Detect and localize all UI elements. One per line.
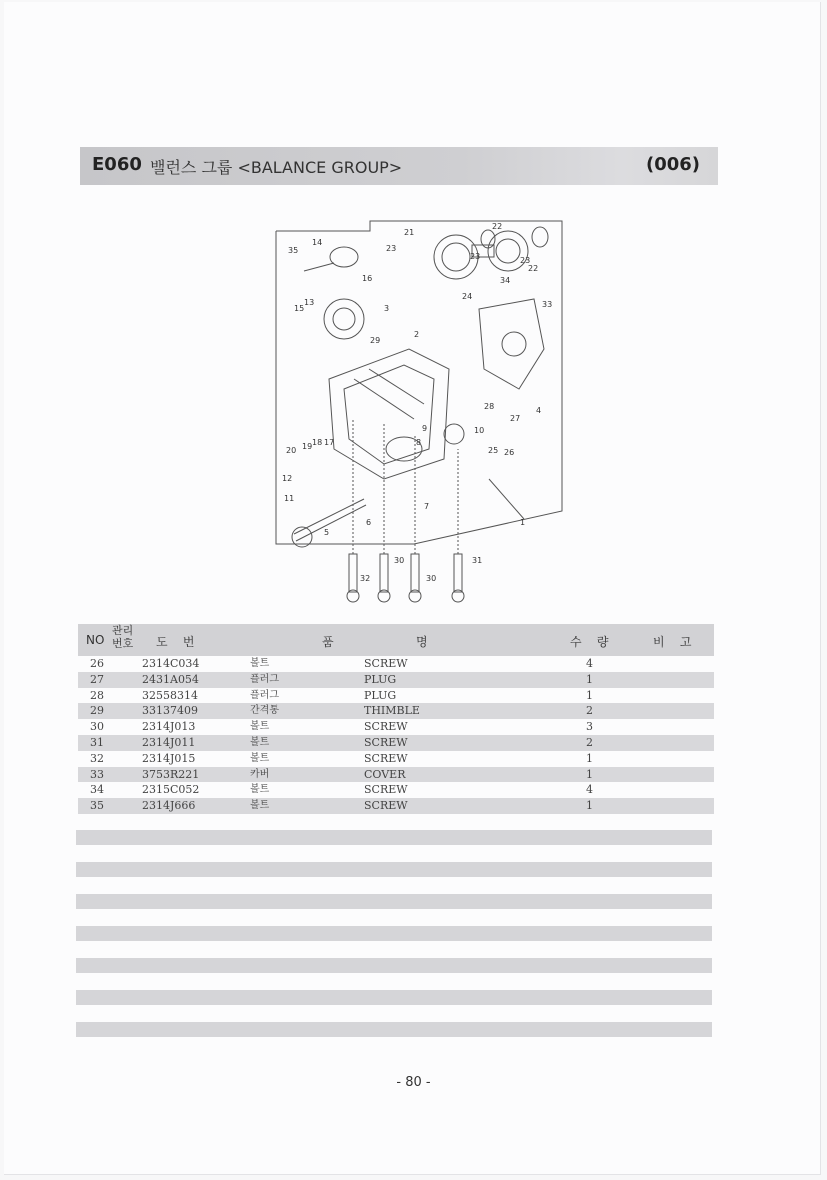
row-korean-name: 플러그 <box>250 689 279 701</box>
callout-label: 12 <box>282 474 293 483</box>
table-row <box>78 751 714 767</box>
row-no: 33 <box>90 767 104 781</box>
row-no: 35 <box>90 799 104 813</box>
callout-label: 25 <box>488 446 499 455</box>
row-english-name: SCREW <box>364 720 408 734</box>
row-part-number: 2314J013 <box>142 720 196 734</box>
row-korean-name: 카버 <box>250 768 270 780</box>
row-english-name: SCREW <box>364 799 408 813</box>
row-quantity: 2 <box>586 704 593 718</box>
row-korean-name: 플러그 <box>250 673 279 685</box>
table-row <box>78 719 714 735</box>
callout-label: 17 <box>324 438 335 447</box>
row-quantity: 1 <box>586 767 593 781</box>
table-row <box>78 798 714 814</box>
callout-label: 32 <box>360 574 371 583</box>
row-english-name: COVER <box>364 767 406 781</box>
row-korean-name: 볼트 <box>250 721 270 733</box>
callout-label: 7 <box>424 502 430 511</box>
row-english-name: SCREW <box>364 657 408 670</box>
row-part-number: 3753R221 <box>142 767 200 781</box>
row-part-number: 2314J666 <box>142 799 196 813</box>
callout-label: 13 <box>304 298 315 307</box>
row-part-number: 2314J015 <box>142 751 196 765</box>
col-remark: 비 고 <box>653 635 692 649</box>
section-number: (006) <box>645 154 700 175</box>
row-no: 29 <box>90 704 104 718</box>
row-no: 32 <box>90 751 104 765</box>
row-quantity: 1 <box>586 672 593 686</box>
callout-label: 15 <box>294 304 305 313</box>
callout-label: 20 <box>286 446 297 455</box>
section-title: 밸런스 그룹 <BALANCE GROUP> <box>150 158 403 177</box>
row-quantity: 4 <box>586 657 593 670</box>
empty-row <box>76 990 712 1005</box>
row-quantity: 1 <box>586 751 593 765</box>
col-qty: 수 량 <box>570 635 609 649</box>
row-part-number: 2431A054 <box>142 672 199 686</box>
exploded-parts-diagram <box>274 219 566 609</box>
table-row <box>78 782 714 798</box>
row-no: 34 <box>90 783 104 797</box>
table-row <box>78 688 714 704</box>
callout-label: 31 <box>472 556 483 565</box>
callout-label: 19 <box>302 442 313 451</box>
callout-label: 24 <box>462 292 473 301</box>
callout-label: 9 <box>422 424 428 433</box>
col-name-a: 품 <box>322 635 334 649</box>
section-header <box>80 147 718 185</box>
row-english-name: SCREW <box>364 783 408 797</box>
callout-label: 10 <box>474 426 485 435</box>
callout-label: 6 <box>366 518 372 527</box>
col-drawing-no: 도 번 <box>156 635 195 649</box>
callout-label: 33 <box>542 300 553 309</box>
callout-label: 22 <box>528 264 539 273</box>
row-korean-name: 볼트 <box>250 736 270 748</box>
col-name-b: 명 <box>416 635 428 649</box>
table-row <box>78 672 714 688</box>
callout-label: 28 <box>484 402 495 411</box>
row-part-number: 33137409 <box>142 704 198 718</box>
callout-label: 18 <box>312 438 323 447</box>
row-quantity: 1 <box>586 799 593 813</box>
row-english-name: PLUG <box>364 688 397 702</box>
callout-label: 27 <box>510 414 521 423</box>
empty-row <box>76 862 712 877</box>
empty-row <box>76 1022 712 1037</box>
row-korean-name: 볼트 <box>250 784 270 796</box>
callout-label: 4 <box>536 406 542 415</box>
callout-label: 30 <box>394 556 405 565</box>
row-no: 27 <box>90 672 104 686</box>
row-quantity: 3 <box>586 720 593 734</box>
callout-label: 14 <box>312 238 323 247</box>
empty-row <box>76 926 712 941</box>
row-no: 30 <box>90 720 104 734</box>
row-korean-name: 볼트 <box>250 658 270 669</box>
row-korean-name: 간격통 <box>250 705 279 717</box>
table-row <box>78 767 714 783</box>
row-english-name: THIMBLE <box>364 704 420 718</box>
row-korean-name: 볼트 <box>250 752 270 764</box>
empty-row <box>76 830 712 845</box>
table-row <box>78 656 714 672</box>
row-part-number: 32558314 <box>142 688 198 702</box>
table-row <box>78 703 714 719</box>
row-part-number: 2314C034 <box>142 657 200 670</box>
empty-row <box>76 894 712 909</box>
callout-label: 1 <box>520 518 526 527</box>
callout-label: 2 <box>414 330 420 339</box>
row-english-name: PLUG <box>364 672 397 686</box>
page-number: - 80 - <box>396 1075 431 1090</box>
callout-label: 30 <box>426 574 437 583</box>
callout-label: 23 <box>386 244 397 253</box>
empty-row <box>76 958 712 973</box>
row-english-name: SCREW <box>364 735 408 749</box>
parts-table-body <box>78 656 714 814</box>
callout-label: 16 <box>362 274 373 283</box>
row-no: 26 <box>90 657 104 670</box>
row-quantity: 4 <box>586 783 593 797</box>
callout-label: 21 <box>404 228 415 237</box>
callout-label: 8 <box>416 438 422 447</box>
col-no: NO <box>86 633 105 647</box>
callout-label: 23 <box>470 252 481 261</box>
row-quantity: 2 <box>586 735 593 749</box>
callout-label: 35 <box>288 246 299 255</box>
row-no: 31 <box>90 735 104 749</box>
row-korean-name: 볼트 <box>250 800 270 812</box>
table-row <box>78 735 714 751</box>
callout-label: 3 <box>384 304 390 313</box>
section-code: E060 <box>92 154 142 175</box>
callout-label: 11 <box>284 494 295 503</box>
callout-label: 5 <box>324 528 330 537</box>
col-mgmt: 관리 번호 <box>112 624 134 650</box>
callout-label: 26 <box>504 448 515 457</box>
row-english-name: SCREW <box>364 751 408 765</box>
row-part-number: 2315C052 <box>142 783 200 797</box>
callout-label: 29 <box>370 336 381 345</box>
callout-label: 34 <box>500 276 511 285</box>
table-header <box>78 624 714 656</box>
row-no: 28 <box>90 688 104 702</box>
callout-label: 23 <box>520 256 531 265</box>
row-part-number: 2314J011 <box>142 735 196 749</box>
row-quantity: 1 <box>586 688 593 702</box>
callout-label: 22 <box>492 222 503 231</box>
